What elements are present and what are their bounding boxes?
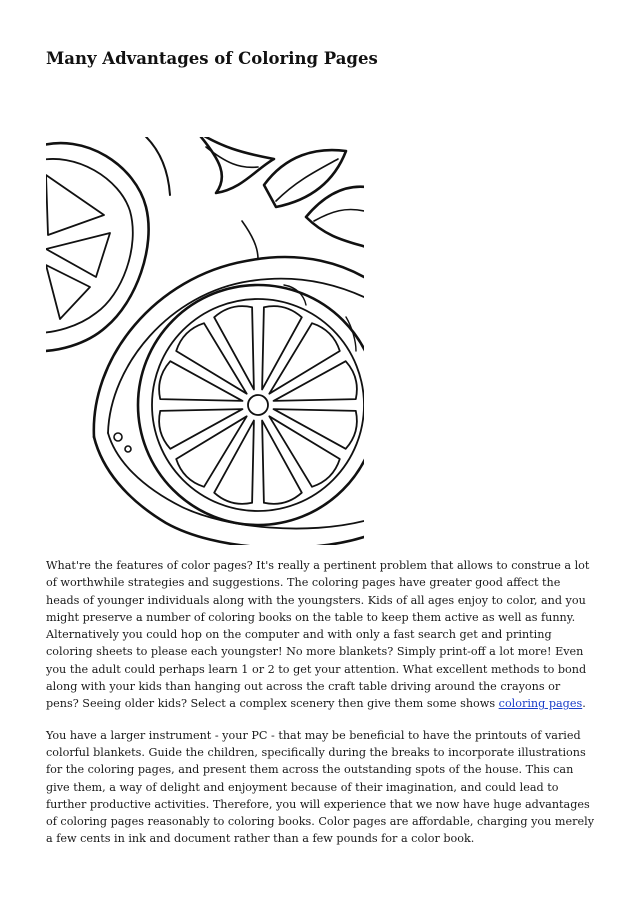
citrus-line-art-image (46, 137, 364, 545)
partial-orange-top-left (46, 137, 170, 351)
article-body (46, 557, 596, 862)
paragraph-2: You have a larger instrument - your PC - that may be beneficial to have the printouts of varied colorful blankets. Guide the children, specifically during the breaks to incorporate illustrations for the coloring pages, and present them across the outstanding spots of the house. This can give them, a way of delight and enjoyment because of their imagination, and could lead to further productive activities. Therefore, you will experience that we now have huge advantages of coloring pages reasonably to coloring books. Color pages are affordable, charging you merely a few cents in ink and document rather than a few pounds for a color book. (46, 728, 595, 846)
coloring-pages-link[interactable]: coloring pages (498, 697, 583, 711)
paragraph-1-text: What're the features of color pages? It's really a pertinent problem that allows to construe a lot of worthwhile strategies and suggestions. The coloring pages have greater good affect the heads of younger individuals along with the youngsters. Kids of all ages enjoy to color, and you might preserve a number of coloring books on the table to keep them active as well as funny. Alternatively you could hop on the computer and with only a fast search get and printing coloring sheets to please each youngster! No more blankets? Simply print-off a lot more! Even you the adult could perhaps learn 1 or 2 to get your attention. What excellent methods to bond along with your kids than hanging out across the craft table driving around the crayons or pens? Seeing older kids? Select a complex scenery then give them some shows (46, 559, 590, 711)
paragraph-1-end: . (582, 697, 586, 711)
page-title: Many Advantages of Coloring Pages (46, 49, 378, 68)
paragraph-1 (46, 557, 596, 713)
citrus-illustration (46, 137, 364, 545)
orange-slice-main (94, 257, 364, 545)
leaves-top-right (196, 137, 364, 259)
